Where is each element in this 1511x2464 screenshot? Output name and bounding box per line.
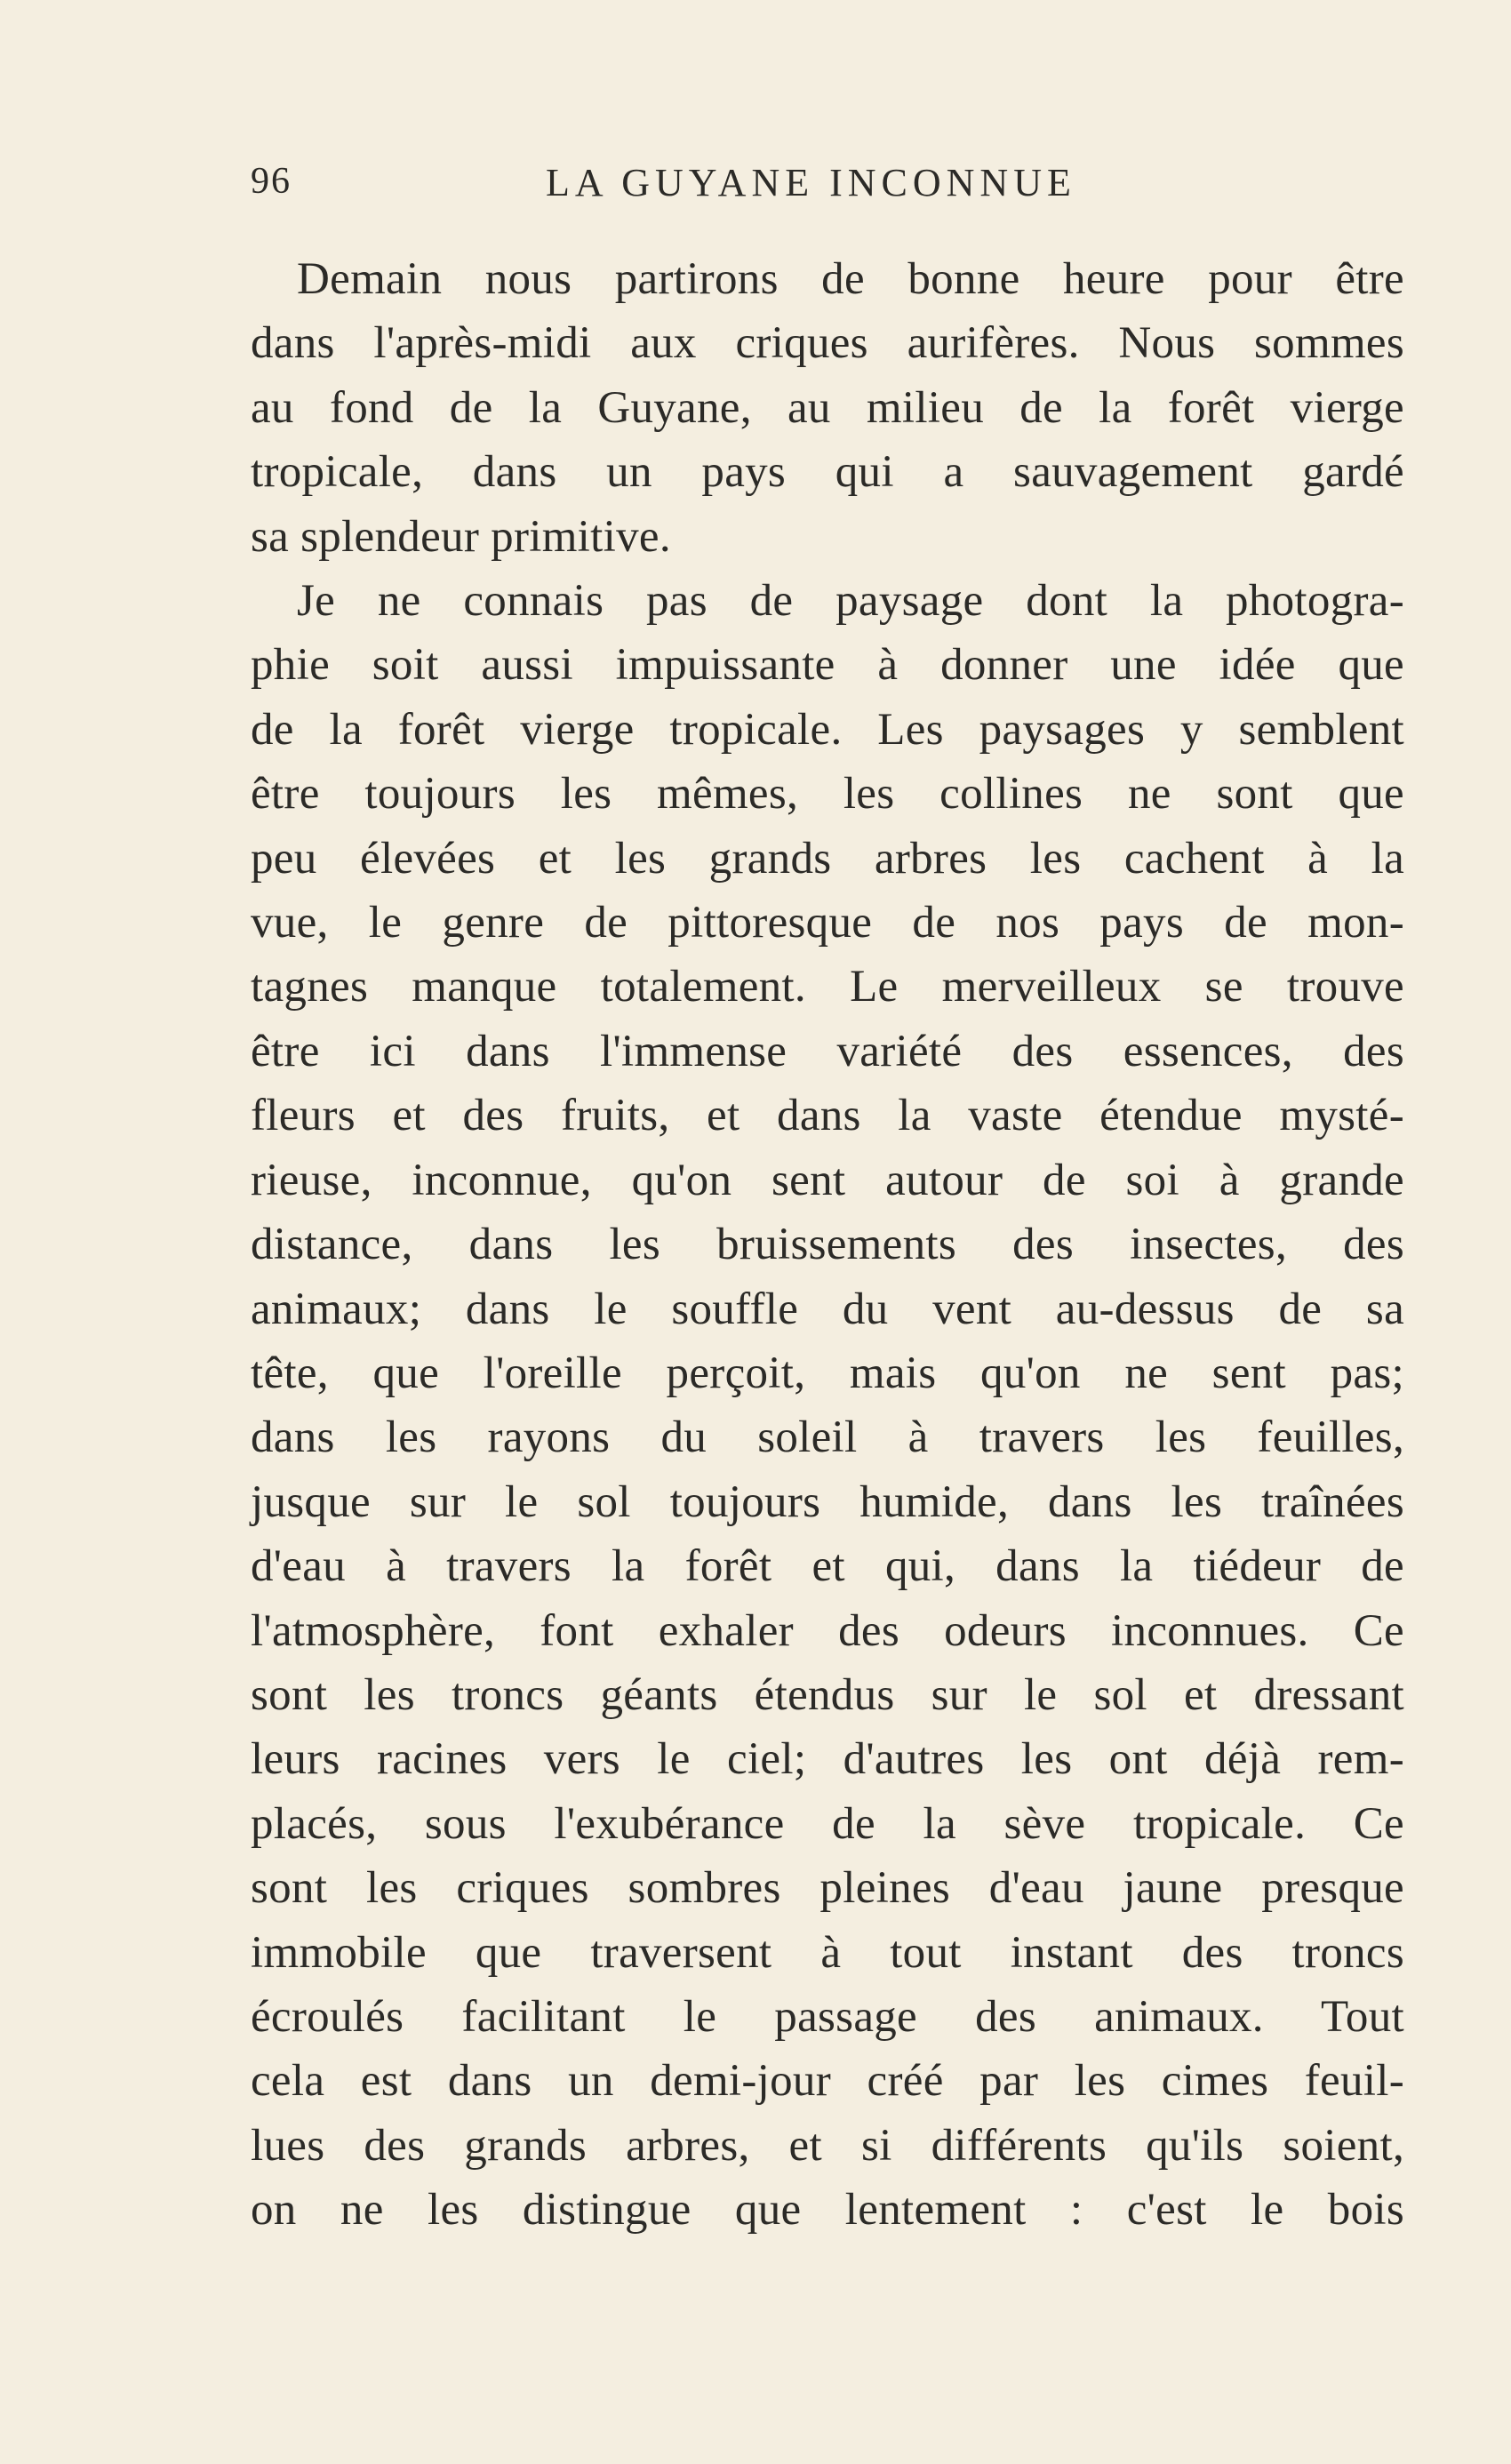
text-line: d'eau à travers la forêt et qui, dans la tiédeur de [251, 1541, 1404, 1592]
text-line: dans l'après-midi aux criques aurifères. Nous sommes [251, 318, 1404, 369]
text-line: tropicale, dans un pays qui a sauvagement gardé [251, 447, 1404, 498]
text-line: sont les criques sombres pleines d'eau jaune presque [251, 1863, 1404, 1914]
text-line: au fond de la Guyane, au milieu de la forêt vierge [251, 382, 1404, 433]
text-line: immobile que traversent à tout instant des troncs [251, 1927, 1404, 1978]
text-line: vue, le genre de pittoresque de nos pays de mon- [251, 898, 1404, 948]
text-line: fleurs et des fruits, et dans la vaste étendue mysté- [251, 1091, 1404, 1141]
text-line: tête, que l'oreille perçoit, mais qu'on ne sent pas; [251, 1348, 1404, 1398]
text-line: être toujours les mêmes, les collines ne sont que [251, 769, 1404, 820]
text-line: de la forêt vierge tropicale. Les paysages y semblent [251, 704, 1404, 755]
text-line: placés, sous l'exubérance de la sève tropicale. Ce [251, 1798, 1404, 1849]
text-line: sa splendeur primitive. [251, 511, 671, 562]
text-line: rieuse, inconnue, qu'on sent autour de soi à grande [251, 1155, 1404, 1205]
running-title: LA GUYANE INCONNUE [546, 161, 1076, 204]
text-line: animaux; dans le souffle du vent au-dessus de sa [251, 1284, 1404, 1334]
text-line: Demain nous partirons de bonne heure pour être [297, 254, 1404, 304]
paragraph [251, 247, 1404, 569]
text-line: écroulés facilitant le passage des animaux. Tout [251, 1991, 1404, 2042]
text-line: lues des grands arbres, et si différents qu'ils soient, [251, 2120, 1404, 2171]
text-line: dans les rayons du soleil à travers les feuilles, [251, 1412, 1404, 1463]
text-line: cela est dans un demi-jour créé par les cimes feuil- [251, 2056, 1404, 2107]
text-line: Je ne connais pas de paysage dont la photogra- [297, 576, 1404, 627]
paragraph [251, 569, 1404, 2243]
page-header [251, 160, 1404, 222]
body-text [251, 247, 1404, 2243]
page-number: 96 [251, 161, 292, 202]
text-line: sont les troncs géants étendus sur le sol et dressant [251, 1669, 1404, 1720]
text-line: tagnes manque totalement. Le merveilleux se trouve [251, 962, 1404, 1012]
text-line: distance, dans les bruissements des insectes, des [251, 1220, 1404, 1270]
text-line: jusque sur le sol toujours humide, dans les traînées [251, 1476, 1404, 1527]
text-line: l'atmosphère, font exhaler des odeurs inconnues. Ce [251, 1605, 1404, 1656]
text-line: leurs racines vers le ciel; d'autres les ont déjà rem- [251, 1734, 1404, 1785]
text-line: être ici dans l'immense variété des essences, des [251, 1026, 1404, 1076]
text-line: peu élevées et les grands arbres les cachent à la [251, 833, 1404, 884]
text-line: on ne les distingue que lentement : c'est le bois [251, 2185, 1404, 2236]
text-line: phie soit aussi impuissante à donner une idée que [251, 640, 1404, 691]
